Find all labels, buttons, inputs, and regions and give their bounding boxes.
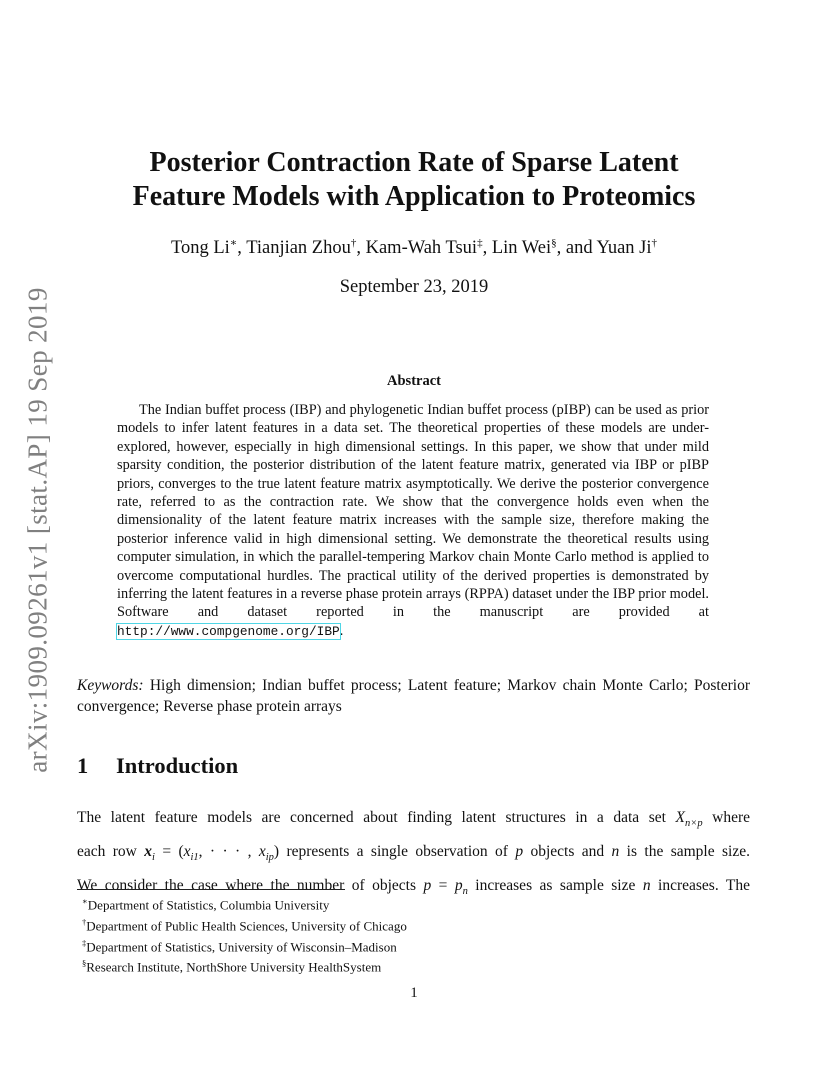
- abstract-body: [117, 401, 709, 641]
- footnote-rule: [77, 889, 345, 890]
- math-row-vector: $x_i = (x_{i1}$, · · · , $x_{ip}$): [144, 843, 280, 864]
- math-p-equals-pn: $p = p_n$: [423, 877, 468, 898]
- section-title: Introduction: [116, 753, 239, 778]
- math-n: n: [611, 843, 620, 861]
- intro-line-1: [77, 804, 750, 838]
- author-name: Tong Li: [170, 238, 230, 259]
- arxiv-identifier-stamp: arXiv:1909.09261v1 [stat.AP] 19 Sep 2019: [22, 287, 53, 773]
- intro-text: increases. The: [650, 877, 750, 895]
- title-line-2: Feature Models with Application to Proteomics: [132, 181, 696, 212]
- author-affiliation-mark: †: [651, 237, 658, 249]
- intro-text: We consider the case where the number of objects: [77, 877, 424, 895]
- abstract-end: .: [339, 622, 344, 639]
- author-separator: ,: [356, 238, 366, 259]
- intro-text: is the sample size.: [619, 843, 750, 861]
- author-name: Yuan Ji: [596, 238, 652, 259]
- footnote-mark: ∗: [82, 896, 88, 906]
- author-name: Kam-Wah Tsui: [365, 238, 478, 259]
- abstract-heading: Abstract: [387, 373, 441, 389]
- intro-text: each row: [77, 843, 145, 861]
- paper-title: [60, 146, 768, 214]
- footnote: [82, 955, 407, 976]
- author-affiliation-mark: †: [350, 237, 357, 249]
- publication-date: September 23, 2019: [339, 277, 489, 297]
- footnote-mark: ‡: [82, 937, 87, 948]
- software-url-link[interactable]: http://www.compgenome.org/IBP: [117, 623, 340, 639]
- author-separator: , and: [556, 238, 597, 259]
- author-separator: ,: [482, 238, 492, 259]
- section-heading-introduction: [77, 753, 238, 779]
- footnote-text: Department of Statistics, Columbia University: [87, 897, 330, 913]
- author-list: [60, 236, 768, 259]
- section-number: 1: [77, 753, 89, 778]
- math-p: p: [515, 843, 524, 861]
- author-affiliation-mark: §: [551, 237, 557, 249]
- math-n: n: [642, 877, 651, 895]
- footnote-text: Department of Public Health Sciences, University of Chicago: [86, 918, 407, 934]
- author-name: Tianjian Zhou: [246, 238, 351, 259]
- author-separator: ,: [237, 238, 247, 259]
- footnotes: [82, 893, 407, 976]
- author-affiliation-mark: ∗: [229, 237, 238, 249]
- abstract-text: The Indian buffet process (IBP) and phylogenetic Indian buffet process (pIBP) can be used as prior models to infer latent features in a data set. The theoretical properties of these models are under-explored, however, especially in high dimensional settings. In this paper, we show that under mild sparsity condition, the posterior distribution of the latent feature matrix, generated via IBP or pIBP priors, converges to the true latent feature matrix asymptotically. We derive the posterior convergence rate, referred to as the contraction rate. We show that the convergence holds even when the dimensionality of the latent feature matrix increases with the sample size, therefore making the posterior inference valid in high dimensional setting. We demonstrate the theoretical results using computer simulation, in which the parallel-tempering Markov chain Monte Carlo method is applied to overcome computational hurdles. The practical utility of the derived properties is demonstrated by inferring the latent features in a reverse phase protein arrays (RPPA) dataset under the IBP prior model. Software and dataset reported in the manuscript are provided at: [117, 402, 709, 621]
- introduction-paragraph: [77, 804, 750, 906]
- footnote-text: Research Institute, NorthShore University HealthSystem: [86, 959, 382, 975]
- intro-text: where: [702, 809, 750, 826]
- keywords-label: Keywords:: [77, 677, 144, 694]
- footnote-text: Department of Statistics, University of Wisconsin–Madison: [86, 938, 397, 954]
- keywords-paragraph: [77, 675, 750, 717]
- intro-text: objects and: [523, 843, 612, 861]
- intro-text: The latent feature models are concerned about finding latent structures in a data set: [77, 809, 676, 826]
- footnote-mark: †: [82, 916, 87, 927]
- title-line-1: Posterior Contraction Rate of Sparse Latent: [149, 147, 679, 178]
- author-affiliation-mark: ‡: [477, 237, 483, 249]
- footnote: [82, 935, 407, 956]
- intro-line-2: [77, 838, 750, 872]
- footnote-mark: §: [82, 958, 87, 969]
- keywords-text: High dimension; Indian buffet process; Latent feature; Markov chain Monte Carlo; Posterior convergence; Reverse phase protein arrays: [77, 677, 750, 715]
- intro-text: represents a single observation of: [279, 843, 516, 861]
- page-number: 1: [410, 985, 418, 1001]
- intro-text: increases as sample size: [467, 877, 643, 895]
- author-name: Lin Wei: [491, 238, 552, 259]
- math-data-matrix: $X_{n\times p}$: [675, 809, 703, 830]
- footnote: [82, 893, 407, 914]
- footnote: [82, 914, 407, 935]
